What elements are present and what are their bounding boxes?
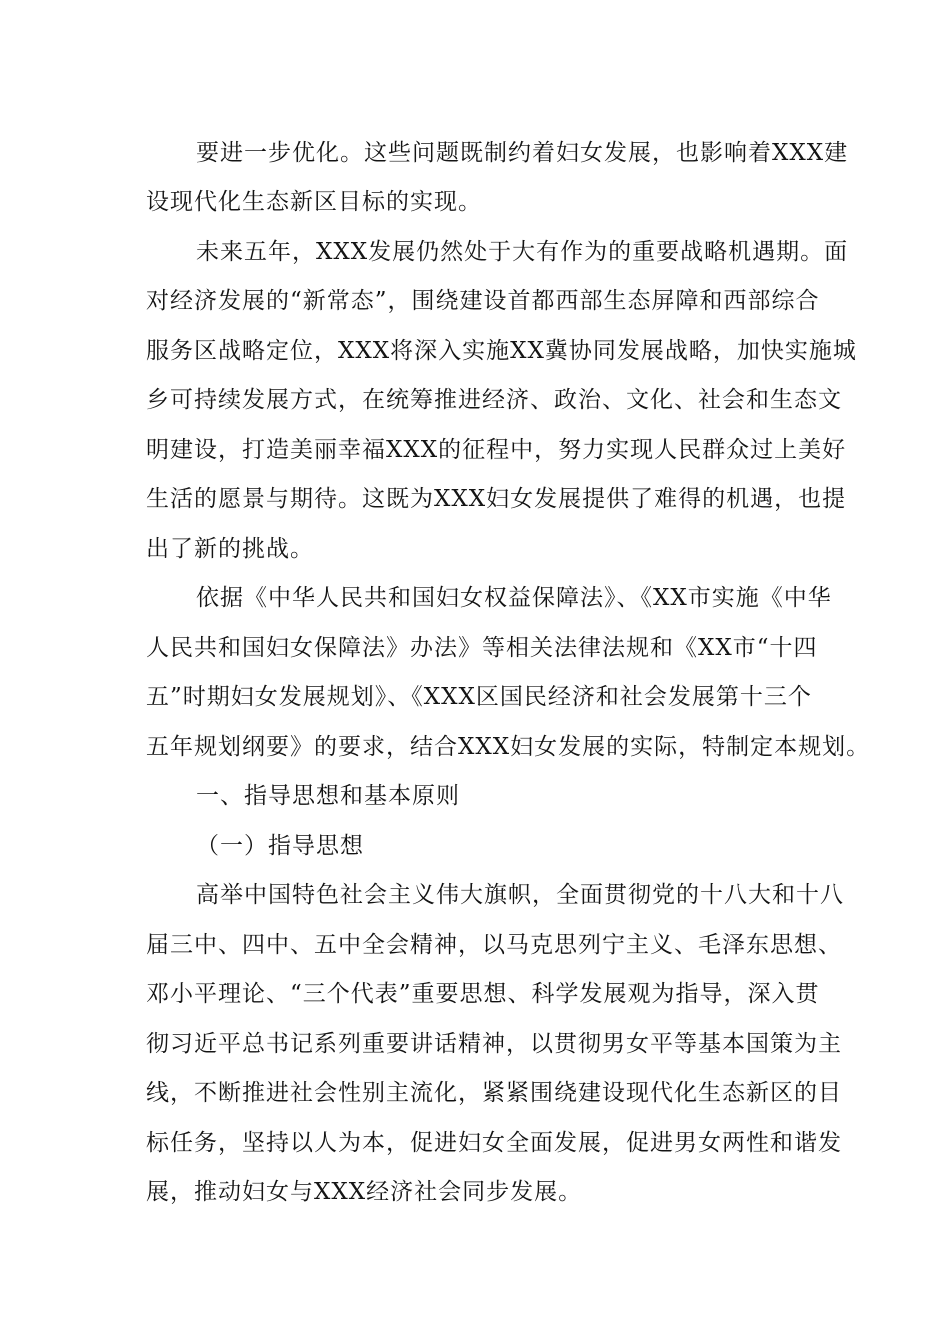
text-line: 明建设，打造美丽幸福XXX的征程中，努力实现人民群众过上美好 <box>146 437 847 463</box>
text-line: 彻习近平总书记系列重要讲话精神，以贯彻男女平等基本国策为主 <box>146 1031 842 1057</box>
text-line: 对经济发展的“新常态”，围绕建设首都西部生态屏障和西部综合 <box>146 288 820 314</box>
text-line: 人民共和国妇女保障法》办法》等相关法律法规和《XX市“十四 <box>146 635 818 661</box>
text-line: 届三中、四中、五中全会精神，以马克思列宁主义、毛泽东思想、 <box>146 932 842 958</box>
text-line: 五年规划纲要》的要求，结合XXX妇女发展的实际，特制定本规划。 <box>146 734 871 760</box>
text-line: 五”时期妇女发展规划》、《XXX区国民经济和社会发展第十三个 <box>146 684 812 710</box>
text-line: 邓小平理论、“三个代表”重要思想、科学发展观为指导，深入贯 <box>146 981 820 1007</box>
text-line: 设现代化生态新区目标的实现。 <box>146 189 482 215</box>
text-line: 服务区战略定位，XXX将深入实施XX冀协同发展战略，加快实施城 <box>146 338 857 364</box>
text-line: 高举中国特色社会主义伟大旗帜，全面贯彻党的十八大和十八 <box>196 882 844 908</box>
text-line: 依据《中华人民共和国妇女权益保障法》、《XX市实施《中华 <box>196 585 832 611</box>
text-line: 要进一步优化。这些问题既制约着妇女发展，也影响着XXX建 <box>196 140 849 166</box>
text-line: 展，推动妇女与XXX经济社会同步发展。 <box>146 1179 583 1205</box>
text-line: 出了新的挑战。 <box>146 536 314 562</box>
text-line: 未来五年，XXX发展仍然处于大有作为的重要战略机遇期。面 <box>196 239 849 265</box>
text-line: 生活的愿景与期待。这既为XXX妇女发展提供了难得的机遇，也提 <box>146 486 847 512</box>
text-line: 乡可持续发展方式，在统筹推进经济、政治、文化、社会和生态文 <box>146 387 842 413</box>
subsection-heading: （一）指导思想 <box>196 833 364 859</box>
text-line: 标任务，坚持以人为本，促进妇女全面发展，促进男女两性和谐发 <box>146 1130 842 1156</box>
section-heading: 一、指导思想和基本原则 <box>196 783 460 809</box>
text-line: 线，不断推进社会性别主流化，紧紧围绕建设现代化生态新区的目 <box>146 1080 842 1106</box>
